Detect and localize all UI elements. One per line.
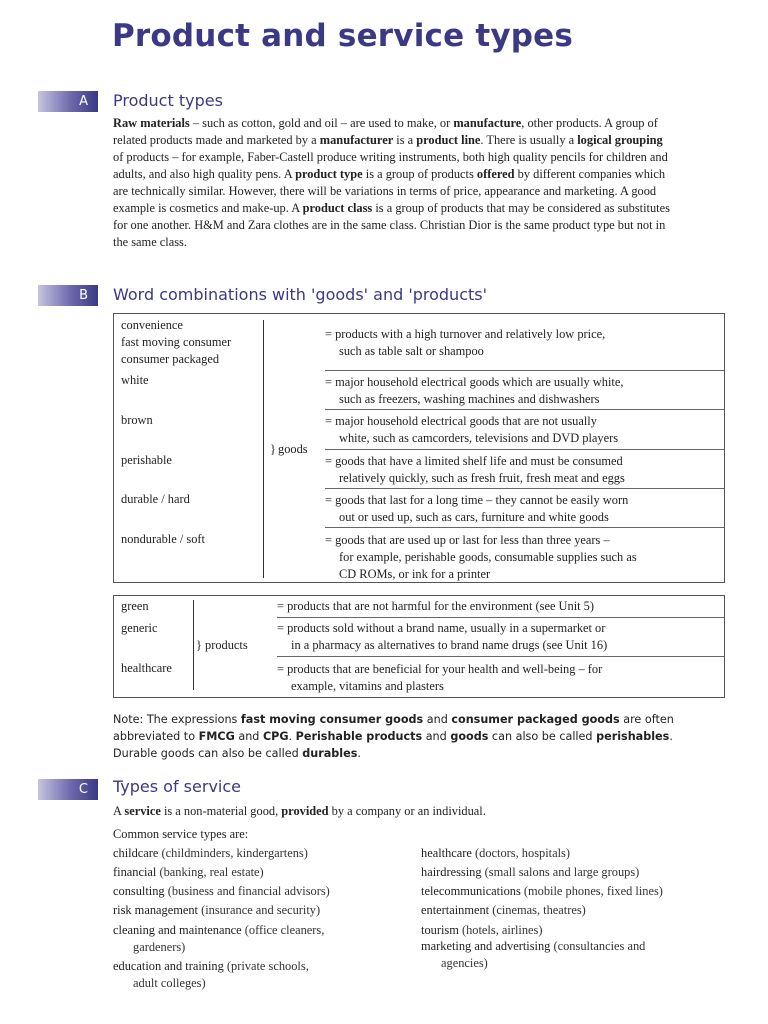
service-item — [421, 902, 586, 919]
text-run: , other products. A group of related products made and marketed by a — [113, 116, 658, 147]
section-b-label: B — [38, 285, 98, 306]
service-name: childcare — [113, 846, 159, 860]
text-run: . — [288, 730, 296, 743]
service-item — [113, 958, 309, 975]
products-brace-mark: } — [196, 638, 202, 652]
service-name: entertainment — [421, 903, 490, 917]
bold-term: consumer packaged goods — [451, 713, 620, 726]
service-item — [113, 922, 324, 939]
bold-term: manufacturer — [319, 133, 394, 147]
service-name: consulting — [113, 884, 165, 898]
service-name: marketing and advertising — [421, 939, 551, 953]
text-run: can also be called — [488, 730, 597, 743]
section-c-label: C — [38, 779, 98, 800]
goods-definition: = major household electrical goods that are not usually — [325, 414, 597, 428]
goods-brace-mark: } — [270, 442, 276, 456]
service-examples-cont: agencies) — [441, 956, 488, 970]
section-a-paragraph — [113, 115, 673, 251]
goods-definition: out or used up, such as cars, furniture and white goods — [339, 510, 609, 524]
text-run: Note: — [113, 713, 144, 726]
section-b-heading: Word combinations with 'goods' and 'products' — [113, 285, 487, 304]
section-a-heading: Product types — [113, 91, 223, 110]
row-divider — [277, 656, 724, 657]
products-definition: in a pharmacy as alternatives to brand name drugs (see Unit 16) — [291, 638, 608, 652]
service-examples: (small salons and large groups) — [481, 865, 640, 879]
goods-definition: = goods that are used up or last for less than three years – — [325, 533, 610, 547]
bold-term: offered — [476, 167, 515, 181]
goods-definition: white, such as camcorders, televisions and DVD players — [339, 431, 619, 445]
row-divider — [325, 449, 724, 450]
text-run: and — [234, 730, 263, 743]
goods-term: perishable — [121, 453, 172, 467]
service-name: telecommunications — [421, 884, 521, 898]
bold-term: Raw materials — [113, 116, 190, 130]
text-run: A — [113, 804, 125, 818]
text-run: are often abbreviated to — [113, 713, 674, 743]
text-run: is a — [393, 133, 417, 147]
section-a-label: A — [38, 91, 98, 112]
goods-definition: such as table salt or shampoo — [339, 344, 484, 358]
section-c-heading: Types of service — [113, 777, 241, 796]
row-divider — [277, 617, 724, 618]
goods-definition: relatively quickly, such as fresh fruit, fresh meat and eggs — [339, 471, 625, 485]
goods-term: fast moving consumer — [121, 335, 232, 349]
bold-term: logical grouping — [577, 133, 663, 147]
service-examples: (childminders, kindergartens) — [158, 846, 308, 860]
bold-term: manufacture — [453, 116, 522, 130]
bold-term: FMCG — [198, 730, 235, 743]
service-examples: (private schools, — [223, 959, 309, 973]
service-name: tourism — [421, 923, 459, 937]
text-run: is a non-material good, — [160, 804, 282, 818]
products-definition: = products sold without a brand name, usually in a supermarket or — [277, 621, 606, 635]
bold-term: provided — [281, 804, 329, 818]
row-divider — [325, 409, 724, 410]
text-run: . There is usually a — [480, 133, 578, 147]
goods-term: consumer packaged — [121, 352, 220, 366]
service-name: education and training — [113, 959, 224, 973]
service-item — [113, 902, 320, 919]
section-b-note — [113, 711, 693, 762]
section-c-intro — [113, 803, 673, 820]
products-word: products — [205, 638, 248, 652]
service-examples: (mobile phones, fixed lines) — [520, 884, 663, 898]
text-run: of products – for example, Faber-Castell produce writing instruments, both high quality pencils for children and adults, and also high quality pens. A — [113, 150, 668, 181]
text-run: The expressions — [143, 713, 241, 726]
service-item — [113, 845, 308, 862]
text-run: and — [422, 730, 451, 743]
bold-term: service — [124, 804, 161, 818]
service-item — [113, 883, 330, 900]
service-name: risk management — [113, 903, 198, 917]
service-name: financial — [113, 865, 157, 879]
service-examples: (insurance and security) — [198, 903, 321, 917]
service-item — [421, 883, 663, 900]
goods-brace — [263, 320, 264, 578]
goods-term: brown — [121, 413, 153, 427]
service-item — [113, 864, 264, 881]
products-definition: = products that are beneficial for your health and well-being – for — [277, 662, 603, 676]
text-run: and — [423, 713, 452, 726]
products-definition: example, vitamins and plasters — [291, 679, 444, 693]
goods-definition: = goods that have a limited shelf life and must be consumed — [325, 454, 623, 468]
service-examples: (hotels, airlines) — [458, 923, 543, 937]
products-definition: = products that are not harmful for the environment (see Unit 5) — [277, 599, 595, 613]
text-run: is a group of products that may be considered as substitutes for one another. H&M and Zara clothes are in the same class. Christian Dior is the same product type but not in the same class. — [113, 201, 670, 249]
text-run: is a group of products — [362, 167, 477, 181]
service-examples: (office cleaners, — [241, 923, 325, 937]
products-term: healthcare — [121, 661, 172, 675]
service-item — [421, 845, 570, 862]
goods-term: nondurable / soft — [121, 532, 205, 546]
row-divider — [325, 488, 724, 489]
bold-term: durables — [302, 747, 358, 760]
goods-definition: = major household electrical goods which are usually white, — [325, 375, 624, 389]
service-examples: (business and financial advisors) — [164, 884, 330, 898]
products-brace — [193, 600, 194, 690]
products-term: green — [121, 599, 149, 613]
service-item — [421, 864, 639, 881]
bold-term: fast moving consumer goods — [240, 713, 424, 726]
text-run: by different companies which are technically similar. However, there will be variations in terms of price, appearance and marketing. A good example is cosmetics and make-up. A — [113, 167, 666, 215]
goods-definition: = goods that last for a long time – they cannot be easily worn — [325, 493, 629, 507]
bold-term: product line — [416, 133, 481, 147]
goods-term: convenience — [121, 318, 183, 332]
goods-term: durable / hard — [121, 492, 190, 506]
bold-term: goods — [450, 730, 489, 743]
service-examples: (cinemas, theatres) — [489, 903, 586, 917]
row-divider — [325, 370, 724, 371]
service-examples-cont: gardeners) — [133, 940, 186, 954]
page-title: Product and service types — [112, 18, 574, 54]
service-name: cleaning and maintenance — [113, 923, 242, 937]
service-examples: (consultancies and — [550, 939, 646, 953]
bold-term: CPG — [262, 730, 289, 743]
bold-term: product class — [302, 201, 373, 215]
service-name: hairdressing — [421, 865, 482, 879]
service-examples-cont: adult colleges) — [133, 976, 206, 990]
bold-term: Perishable products — [295, 730, 423, 743]
goods-definition: for example, perishable goods, consumable supplies such as — [339, 550, 637, 564]
goods-definition: such as freezers, washing machines and dishwashers — [339, 392, 600, 406]
goods-term: white — [121, 373, 149, 387]
service-examples: (banking, real estate) — [156, 865, 264, 879]
service-name: healthcare — [421, 846, 472, 860]
bold-term: product type — [295, 167, 363, 181]
text-run: . — [357, 747, 361, 760]
text-run: . Durable goods can also be called — [113, 730, 673, 760]
row-divider — [325, 527, 724, 528]
bold-term: perishables — [596, 730, 670, 743]
text-run: by a company or an individual. — [328, 804, 486, 818]
service-item — [421, 938, 645, 955]
service-list-label: Common service types are: — [113, 827, 249, 841]
goods-definition: = products with a high turnover and relatively low price, — [325, 327, 606, 341]
products-term: generic — [121, 621, 158, 635]
goods-definition: CD ROMs, or ink for a printer — [339, 567, 491, 581]
service-examples: (doctors, hospitals) — [471, 846, 570, 860]
text-run: – such as cotton, gold and oil – are used to make, or — [189, 116, 454, 130]
goods-word: goods — [278, 442, 308, 456]
service-item — [421, 922, 543, 939]
